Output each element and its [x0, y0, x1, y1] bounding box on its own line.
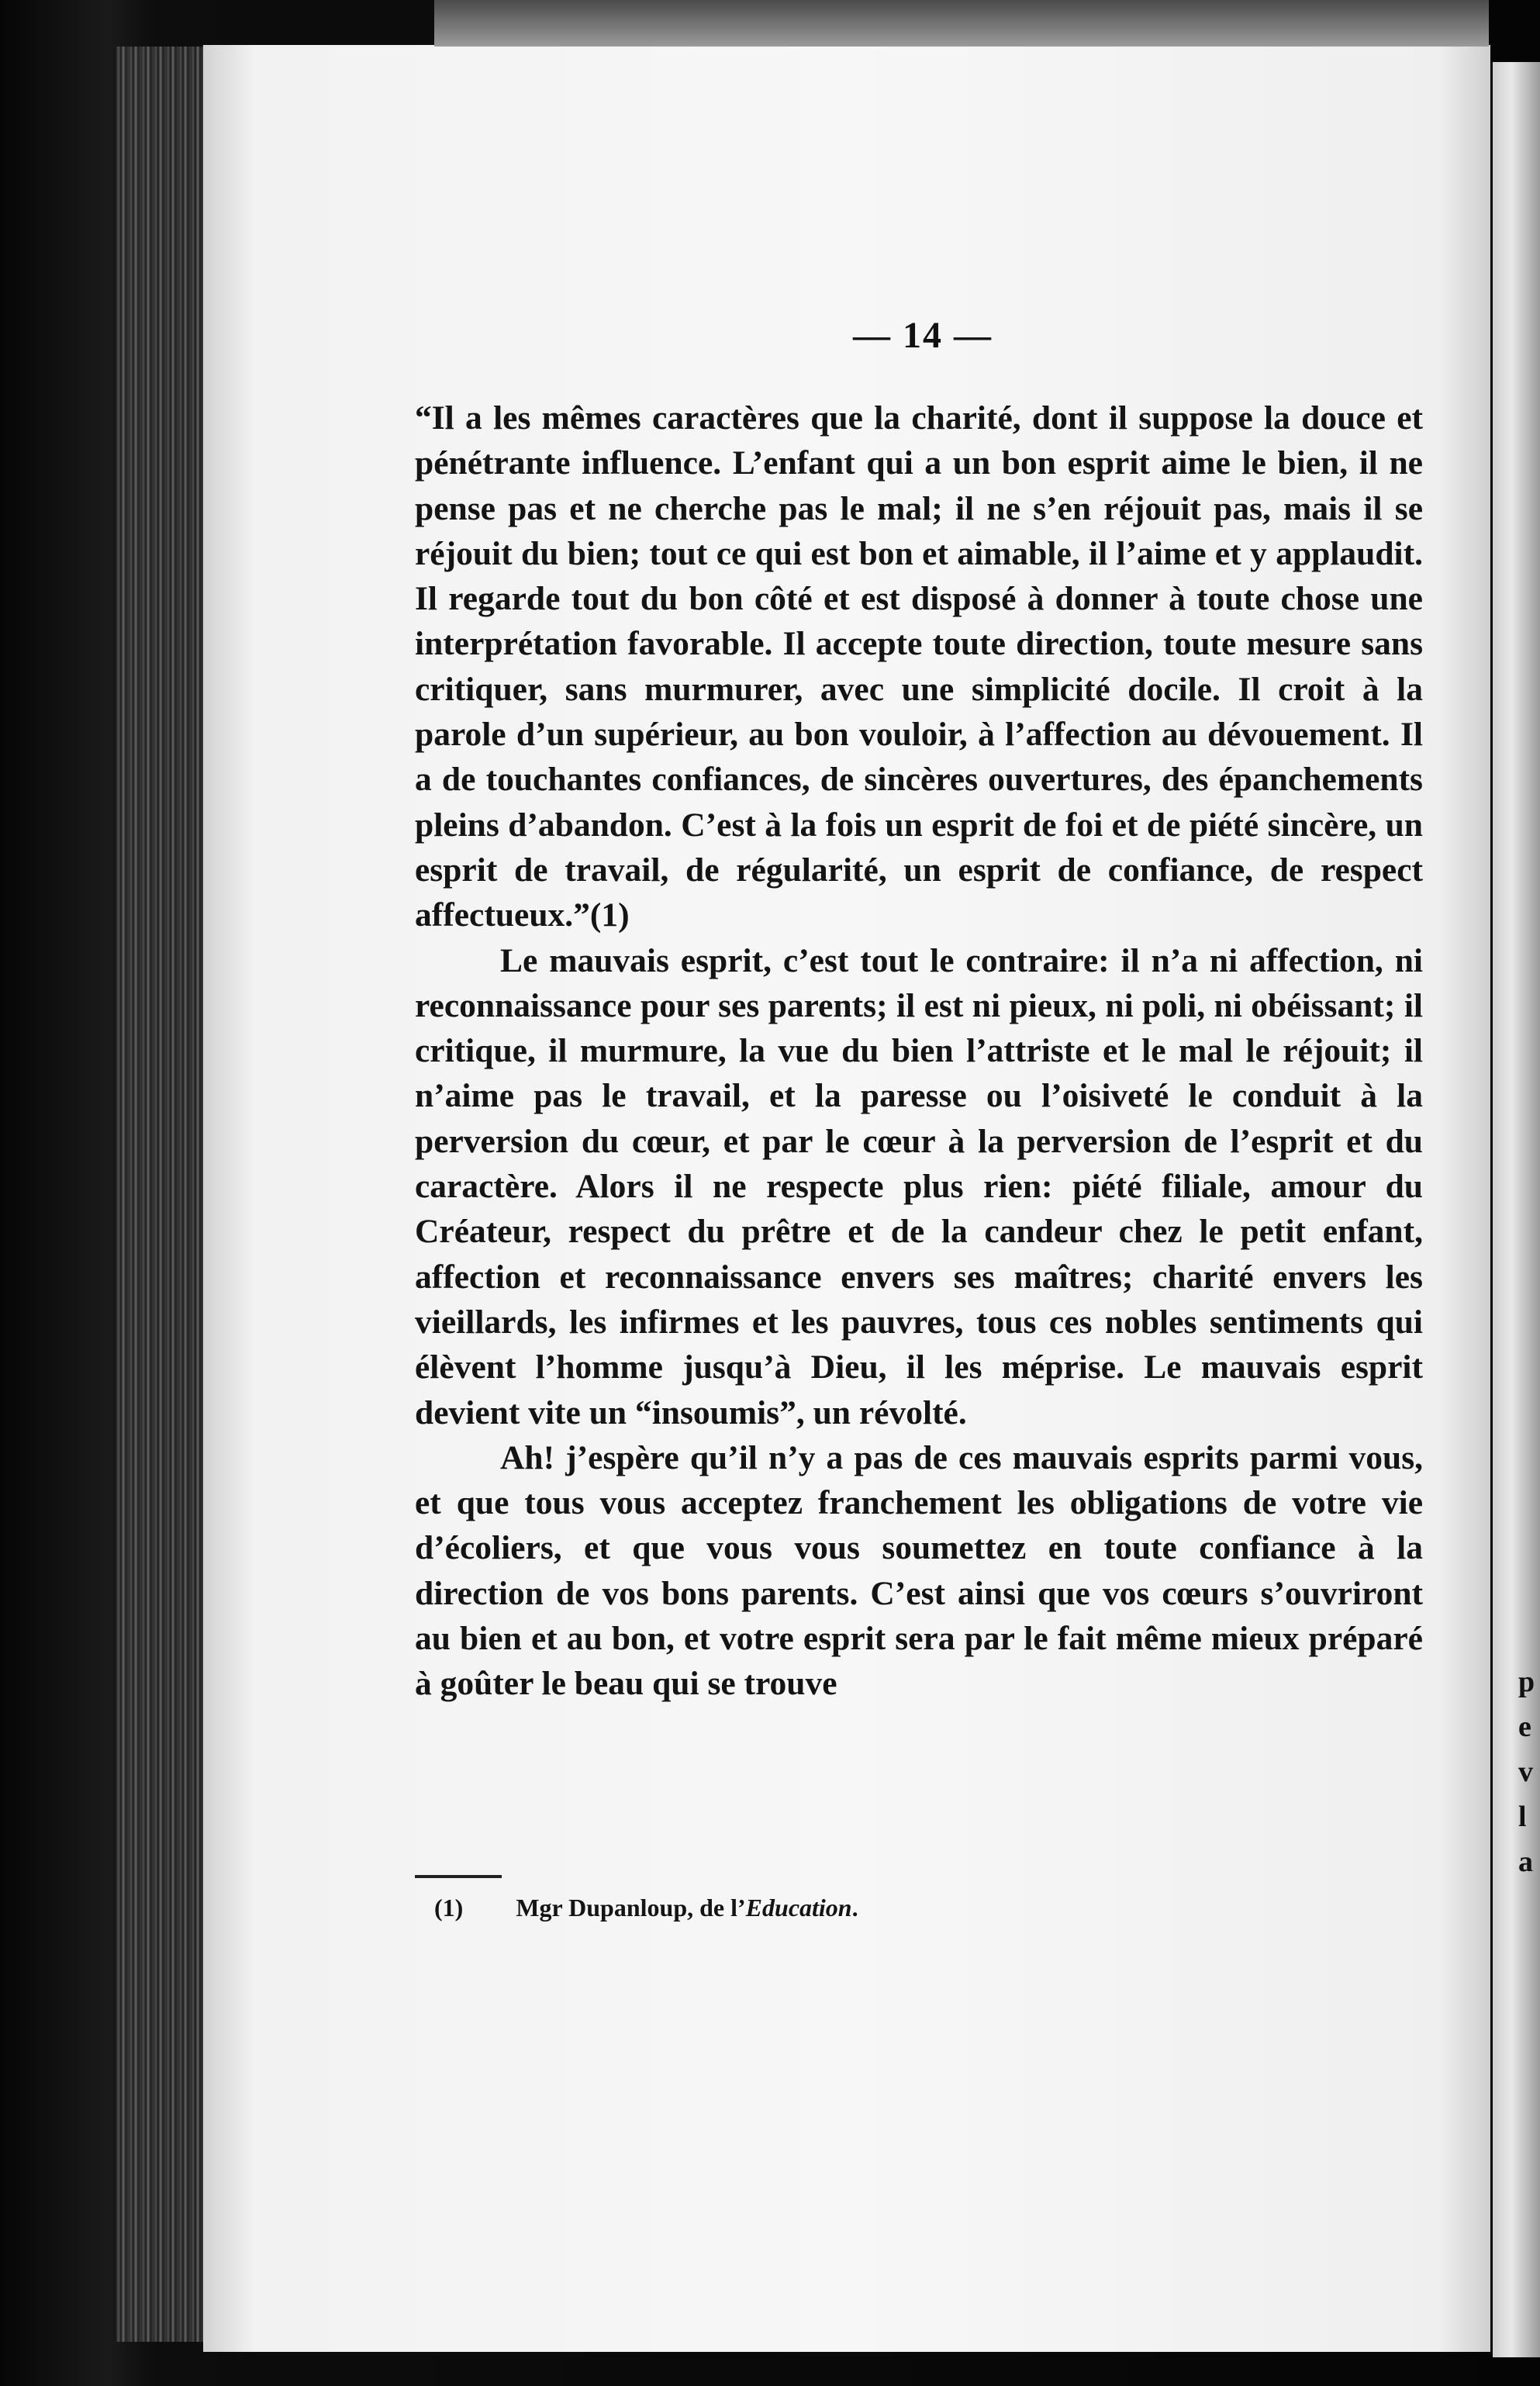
neighbor-letter: l	[1518, 1801, 1527, 1833]
footnote-end: .	[851, 1894, 858, 1922]
neighbor-page-edge	[1493, 62, 1540, 2357]
neighbor-letter: v	[1518, 1756, 1533, 1788]
neighbor-letter: p	[1518, 1666, 1535, 1698]
page-top-shadow	[434, 0, 1489, 47]
footnote-divider	[415, 1875, 502, 1878]
footnote-title: Education	[745, 1894, 852, 1922]
page-number: — 14 —	[853, 315, 993, 356]
neighbor-letter: e	[1518, 1711, 1531, 1743]
page-body	[415, 395, 1423, 1707]
footnote-mark: (1)	[434, 1894, 464, 1922]
book-binding	[116, 47, 205, 2342]
footnote	[434, 1894, 858, 1922]
paragraph-quote: “Il a les mêmes caractères que la charité, dont il suppose la douce et pénétrante influence. L’enfant qui a un bon esprit aime le bien, il ne pense pas et ne cherche pas le mal; il ne s’en réjouit pas, mais il se réjouit du bien; tout ce qui est bon et aimable, il l’aime et y applaudit. Il regarde tout du bon côté et est disposé à donner à toute chose une interprétation favorable. Il accepte toute direction, toute mesure sans critiquer, sans murmurer, avec une simplicité docile. Il croit à la parole d’un supérieur, au bon vouloir, à l’affection au dévouement. Il a de touchantes confiances, de sincères ouvertures, des épanchements pleins d’abandon. C’est à la fois un esprit de foi et de piété sincère, un esprit de travail, de régularité, un esprit de confiance, de respect affectueux.”(1)	[415, 399, 1423, 934]
footnote-text: Mgr Dupanloup, de l’	[516, 1894, 746, 1922]
paragraph-mauvais-esprit: Le mauvais esprit, c’est tout le contraire: il n’a ni affection, ni reconnaissance pour ses parents; il est ni pieux, ni poli, ni obéissant; il critique, il murmure, la vue du bien l’attriste et le mal le réjouit; il n’aime pas le travail, et la paresse ou l’oisiveté le conduit à la perversion du cœur, et par le cœur à la perversion de l’esprit et du caractère. Alors il ne respecte plus rien: piété filiale, amour du Créateur, respect du prêtre et de la candeur chez le petit enfant, affection et reconnaissance envers ses maîtres; charité envers les vieillards, les infirmes et les pauvres, tous ces nobles sentiments qui élèvent l’homme jusqu’à Dieu, il les méprise. Le mauvais esprit devient vite un “insoumis”, un révolté.	[415, 941, 1423, 1431]
neighbor-page-letters	[1518, 1659, 1540, 1884]
paragraph-exhortation: Ah! j’espère qu’il n’y a pas de ces mauvais esprits parmi vous, et que tous vous acceptez franchement les obligations de votre vie d’écoliers, et que vous vous soumettez en toute confiance à la direction de vos bons parents. C’est ainsi que vos cœurs s’ouvriront au bien et au bon, et votre esprit sera par le fait même mieux préparé à goûter le beau qui se trouve	[415, 1438, 1423, 1703]
neighbor-letter: a	[1518, 1846, 1533, 1878]
